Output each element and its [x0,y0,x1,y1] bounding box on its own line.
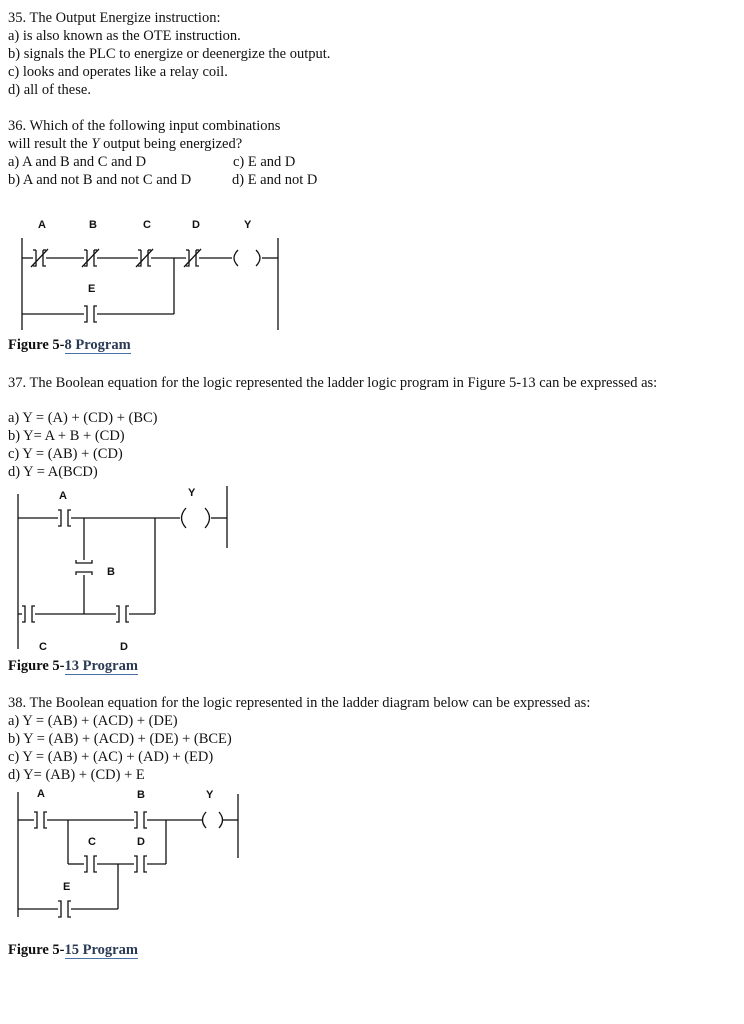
ladder-diagram-figure-5-8 [0,210,300,338]
ladder-diagram-figure-5-13 [0,484,250,659]
q35-option-a: a) is also known as the OTE instruction. [8,28,241,44]
q37-option-a: a) Y = (A) + (CD) + (BC) [8,410,158,426]
nc-contact-d [184,249,201,267]
figure-5-15-caption: Figure 5-15 Program [8,942,138,958]
nc-contact-a [31,249,48,267]
label-d: D [192,219,200,231]
no-contact-a [34,812,47,828]
label-e: E [88,283,96,295]
q36-option-b: b) A and not B and not C and D [8,172,192,188]
q38-option-b: b) Y = (AB) + (ACD) + (DE) + (BCE) [8,731,232,747]
nc-contact-c [136,249,153,267]
label-y: Y [206,789,214,801]
label-d: D [120,641,128,653]
label-a: A [59,490,67,502]
output-coil-y [182,508,210,528]
q37-option-c: c) Y = (AB) + (CD) [8,446,123,462]
q38-option-d: d) Y= (AB) + (CD) + E [8,767,145,783]
output-coil-y [234,250,260,266]
ladder-diagram-figure-5-15 [0,782,250,927]
no-contact-e [84,306,97,322]
figure-5-8-caption: Figure 5-8 Program [8,337,131,353]
no-contact-a [58,510,71,526]
no-contact-d [134,856,147,872]
no-contact-b [76,560,92,575]
no-contact-c [84,856,97,872]
no-contact-c [22,606,35,622]
label-b: B [137,789,145,801]
q36-stem-line2: will result the Y output being energized? [8,136,243,152]
output-coil-y [203,812,223,828]
q37-option-d: d) Y = A(BCD) [8,464,98,480]
label-c: C [143,219,151,231]
nc-contact-b [82,249,99,267]
no-contact-e [58,901,71,917]
label-a: A [38,219,46,231]
q35-option-c: c) looks and operates like a relay coil. [8,64,228,80]
label-y: Y [244,219,252,231]
q38-option-c: c) Y = (AB) + (AC) + (AD) + (ED) [8,749,214,765]
q35-stem: 35. The Output Energize instruction: [8,10,221,26]
label-c: C [39,641,47,653]
label-b: B [107,566,115,578]
q36-option-a: a) A and B and C and D [8,154,147,170]
label-y: Y [188,487,196,499]
q37-option-b: b) Y= A + B + (CD) [8,428,125,444]
label-c: C [88,836,96,848]
q35-option-d: d) all of these. [8,82,91,98]
q38-stem: 38. The Boolean equation for the logic represented in the ladder diagram below can be expressed as: [8,695,591,711]
label-e: E [63,881,71,893]
q38-option-a: a) Y = (AB) + (ACD) + (DE) [8,713,178,729]
label-d: D [137,836,145,848]
q36-stem-line1: 36. Which of the following input combinations [8,118,281,134]
q35-option-b: b) signals the PLC to energize or deenergize the output. [8,46,331,62]
q37-stem: 37. The Boolean equation for the logic represented the ladder logic program in Figure 5-13 can be expressed as: [8,375,658,391]
label-b: B [89,219,97,231]
figure-5-13-caption: Figure 5-13 Program [8,658,138,674]
no-contact-d [116,606,129,622]
no-contact-b [134,812,147,828]
q36-option-d: d) E and not D [232,172,318,188]
q36-option-c: c) E and D [233,154,296,170]
label-a: A [37,788,45,800]
